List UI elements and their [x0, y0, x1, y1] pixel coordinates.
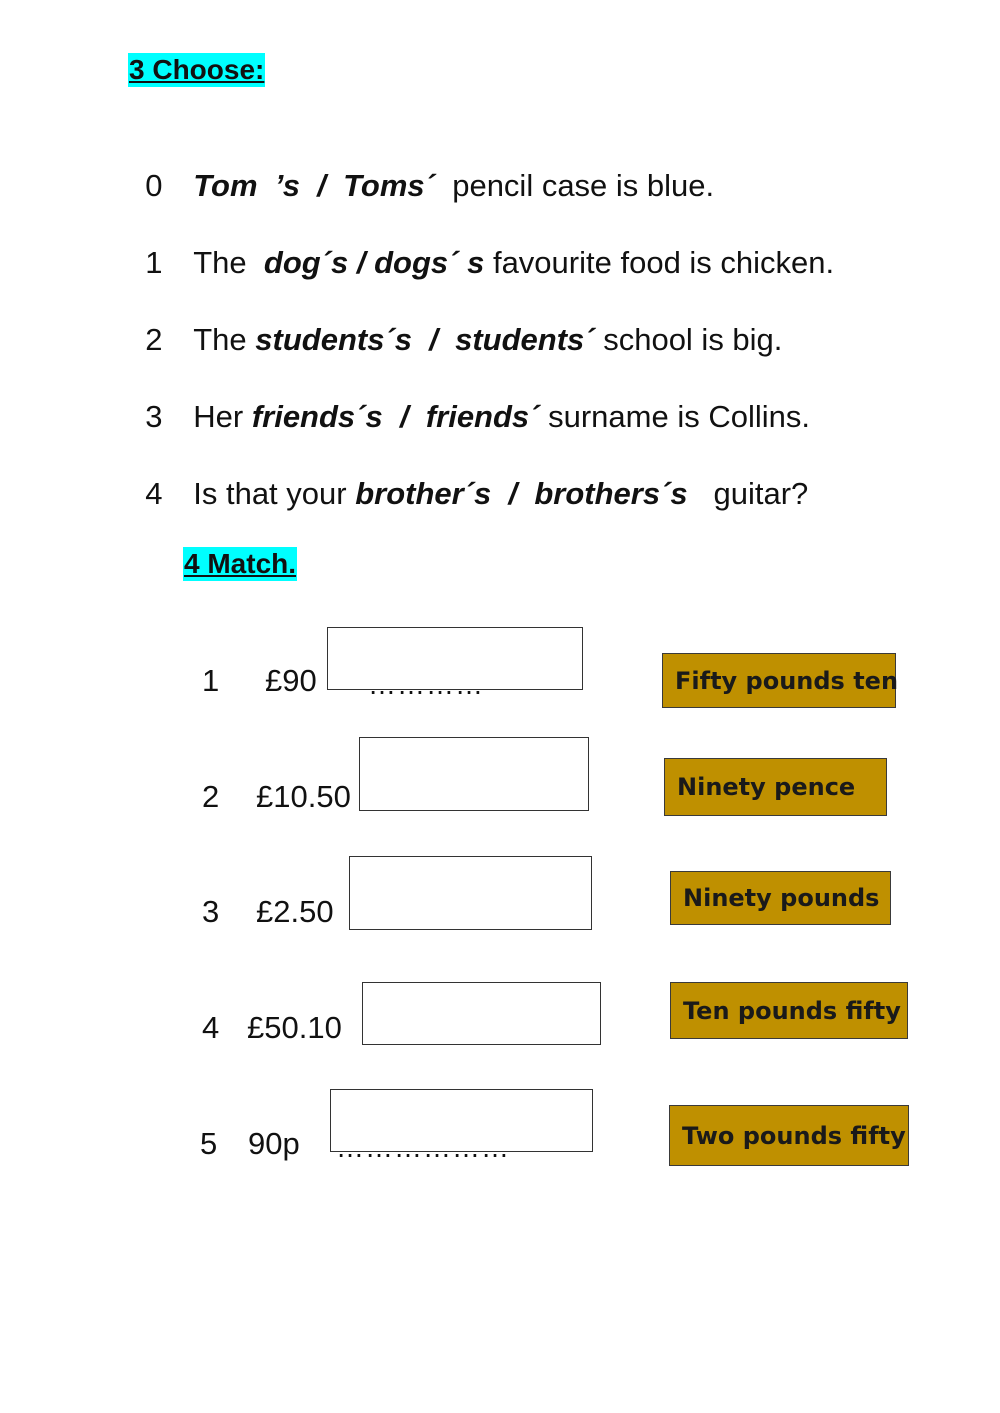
match-number-3: 3 — [202, 894, 220, 929]
option-separator: / — [348, 245, 375, 280]
match-price-4: £50.10 — [247, 1010, 342, 1045]
option-separator: / — [300, 168, 344, 203]
answer-box-1[interactable] — [327, 627, 583, 690]
option-b[interactable]: brothers´s — [534, 476, 688, 511]
option-a[interactable]: brother´s — [355, 476, 492, 511]
option-a[interactable]: students´s — [255, 322, 413, 357]
option-separator: / — [382, 399, 426, 434]
choice-ninety-pounds[interactable]: Ninety pounds — [670, 871, 891, 925]
question-text-after: pencil case is blue. — [434, 168, 715, 203]
question-number: 3 — [145, 399, 163, 434]
choice-ninety-pence[interactable]: Ninety pence — [664, 758, 887, 816]
choice-ten-pounds-fifty[interactable]: Ten pounds fifty — [670, 982, 908, 1039]
question-text-after: guitar? — [687, 476, 809, 511]
question-row-2 — [128, 280, 782, 360]
option-b[interactable]: friends´ — [425, 399, 540, 434]
question-text-before: Is that your — [193, 476, 356, 511]
answer-box-4[interactable] — [362, 982, 601, 1045]
match-price-3: £2.50 — [256, 894, 334, 929]
match-number-5: 5 — [200, 1126, 218, 1161]
match-price-1: £90 — [265, 663, 317, 698]
question-number: 2 — [145, 322, 163, 357]
option-separator: / — [491, 476, 535, 511]
match-number-2: 2 — [202, 779, 220, 814]
question-row-1 — [128, 203, 834, 283]
option-b[interactable]: dogs´ s — [374, 245, 485, 280]
question-number: 0 — [145, 168, 163, 203]
question-text-after: surname is Collins. — [539, 399, 810, 434]
question-text-before: The — [193, 245, 264, 280]
question-row-0 — [128, 126, 714, 206]
question-text-after: favourite food is chicken. — [484, 245, 835, 280]
question-row-3 — [128, 357, 810, 437]
option-a[interactable]: Tom ’s — [193, 168, 301, 203]
answer-box-3[interactable] — [349, 856, 592, 930]
option-a[interactable]: friends´s — [251, 399, 383, 434]
option-separator: / — [412, 322, 456, 357]
question-text-before: The — [193, 322, 256, 357]
match-number-4: 4 — [202, 1010, 220, 1045]
answer-box-5[interactable] — [330, 1089, 593, 1152]
option-b[interactable]: students´ — [455, 322, 595, 357]
question-text-before: Her — [193, 399, 252, 434]
question-number: 4 — [145, 476, 163, 511]
choice-fifty-pounds-ten[interactable]: Fifty pounds ten — [662, 653, 896, 708]
option-a[interactable]: dog´s — [263, 245, 349, 280]
match-price-5: 90p — [248, 1126, 300, 1161]
section-4-title: 4 Match. — [184, 548, 297, 579]
match-price-2: £10.50 — [256, 779, 351, 814]
question-row-4 — [128, 434, 808, 514]
question-text-after: school is big. — [594, 322, 783, 357]
choice-two-pounds-fifty[interactable]: Two pounds fifty — [669, 1105, 909, 1166]
section-3-title: 3 Choose: — [129, 54, 265, 85]
match-number-1: 1 — [202, 663, 220, 698]
option-b[interactable]: Toms´ — [343, 168, 435, 203]
answer-box-2[interactable] — [359, 737, 589, 811]
question-number: 1 — [145, 245, 163, 280]
